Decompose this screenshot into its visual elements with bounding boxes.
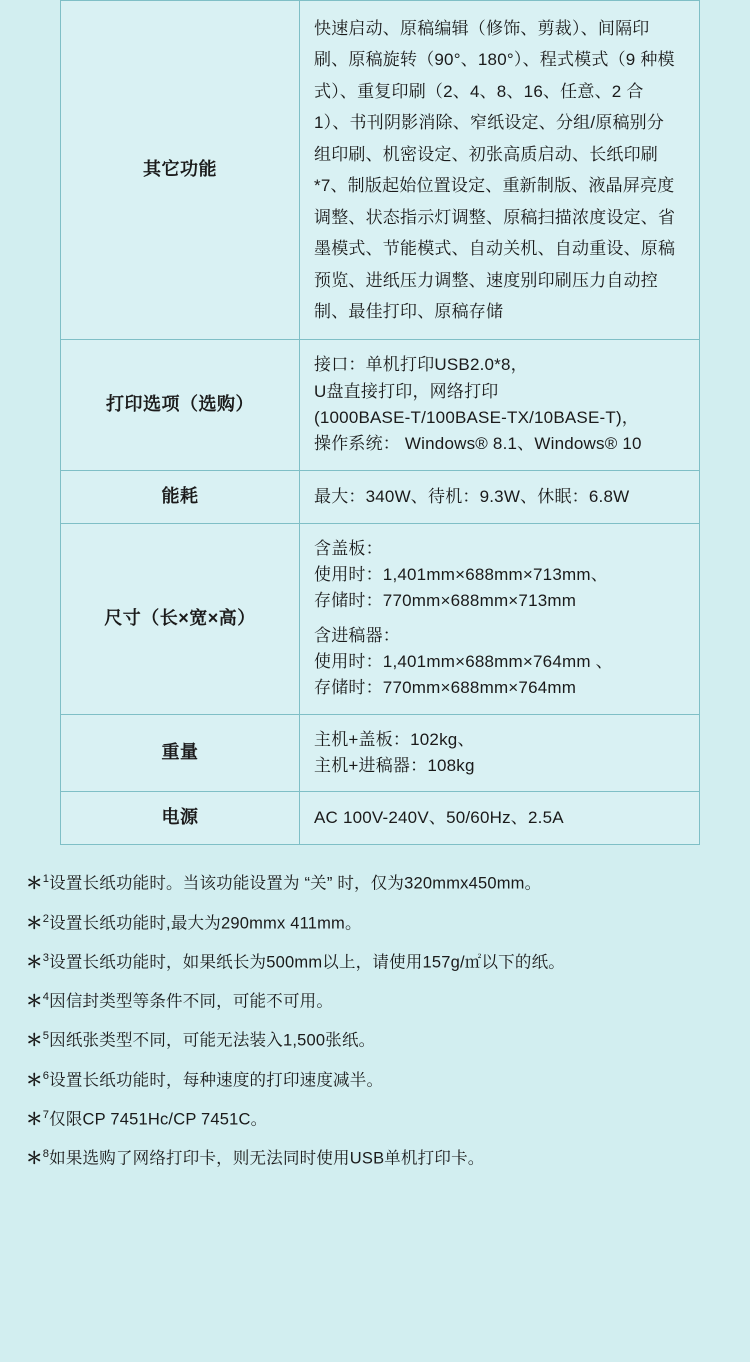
- footnote-6: [26, 1068, 726, 1093]
- footnote-marker-8: ＊: [26, 1149, 43, 1168]
- table-row-dimensions: [61, 523, 700, 714]
- row-label-other-functions: 其它功能: [61, 1, 300, 340]
- footnote-text-4: 因信封类型等条件不同，可能不可用。: [49, 992, 334, 1011]
- footnotes-list: [26, 871, 726, 1171]
- footnote-7: [26, 1107, 726, 1132]
- footnote-index-2: 2: [42, 912, 50, 925]
- row-value-weight: [300, 714, 700, 792]
- footnote-index-1: 1: [42, 873, 50, 886]
- footnote-8: [26, 1146, 726, 1171]
- footnote-1: [26, 871, 726, 896]
- print-options-line-1: 接口：单机打印USB2.0*8，: [314, 355, 528, 375]
- footnote-text-2: 设置长纸功能时,最大为290mmx 411mm。: [49, 914, 362, 933]
- print-options-line-3: (1000BASE-T/100BASE-TX/10BASE-T)，: [314, 408, 640, 428]
- weight-line-2: 主机+进稿器：108kg: [314, 756, 475, 776]
- footnote-text-8: 如果选购了网络打印卡，则无法同时使用USB单机打印卡。: [49, 1149, 485, 1168]
- row-value-print-options: [300, 340, 700, 470]
- footnote-2: [26, 911, 726, 936]
- row-value-other-functions: 快速启动、原稿编辑（修饰、剪裁）、间隔印刷、原稿旋转（90°、180°）、程式模式（9 种模式）、重复印刷（2、4、8、16、任意、2 合 1）、书刊阴影消除、窄纸设定、分组/原稿别分组印刷、机密设定、初张高质启动、长纸印刷 *7、制版起始位置设定、重新制版、液晶屏亮度调整、状态指示灯调整、原稿扫描浓度设定、省墨模式、节能模式、自动关机、自动重设、原稿预览、进纸压力调整、速度别印刷压力自动控制、最佳打印、原稿存储: [300, 1, 700, 340]
- row-label-print-options: 打印选项（选购）: [61, 340, 300, 470]
- dimensions-line-2: 使用时：1,401mm×688mm×713mm、: [314, 564, 608, 584]
- print-options-line-4: 操作系统： Windows® 8.1、Windows® 10: [314, 434, 642, 454]
- footnote-index-4: 4: [42, 991, 50, 1004]
- row-label-weight: 重量: [61, 714, 300, 792]
- row-value-power-consumption: [300, 470, 700, 523]
- row-value-power-supply: [300, 792, 700, 845]
- footnote-marker-7: ＊: [26, 1110, 43, 1129]
- table-row-weight: [61, 714, 700, 792]
- row-label-dimensions: 尺寸（长×宽×高）: [61, 523, 300, 714]
- footnote-3: [26, 950, 726, 975]
- dimensions-line-5: 使用时：1,401mm×688mm×764mm 、: [314, 652, 613, 672]
- dimensions-line-3: 存储时：770mm×688mm×713mm: [314, 591, 577, 611]
- footnote-marker-3: ＊: [26, 953, 43, 972]
- footnote-index-3: 3: [42, 951, 50, 964]
- power-supply-line-1: AC 100V-240V、50/60Hz、2.5A: [314, 808, 564, 828]
- dimensions-line-1: 含盖板：: [314, 538, 383, 558]
- footnote-index-7: 7: [42, 1108, 50, 1121]
- footnote-text-7: 仅限CP 7451Hc/CP 7451C。: [49, 1110, 268, 1129]
- footnote-marker-6: ＊: [26, 1071, 43, 1090]
- footnote-text-3: 设置长纸功能时，如果纸长为500mm以上，请使用157g/㎡以下的纸。: [49, 953, 565, 972]
- footnote-text-6: 设置长纸功能时，每种速度的打印速度减半。: [49, 1071, 384, 1090]
- footnote-marker-5: ＊: [26, 1031, 43, 1050]
- footnote-5: [26, 1028, 726, 1053]
- weight-line-1: 主机+盖板：102kg、: [314, 729, 475, 749]
- footnote-text-1: 设置长纸功能时。当该功能设置为 “关” 时，仅为320mmx450mm。: [49, 874, 542, 893]
- footnote-marker-4: ＊: [26, 992, 43, 1011]
- dimensions-line-4: 含进稿器：: [314, 625, 400, 645]
- footnote-text-5: 因纸张类型不同，可能无法装入1,500张纸。: [49, 1031, 376, 1050]
- footnote-marker-2: ＊: [26, 914, 43, 933]
- footnote-index-5: 5: [42, 1030, 50, 1043]
- table-row-power-supply: [61, 792, 700, 845]
- specifications-table: [60, 0, 700, 845]
- footnote-marker-1: ＊: [26, 874, 43, 893]
- footnote-index-6: 6: [42, 1069, 50, 1082]
- table-row-print-options: [61, 340, 700, 470]
- dimensions-line-6: 存储时：770mm×688mm×764mm: [314, 678, 577, 698]
- row-label-power-consumption: 能耗: [61, 470, 300, 523]
- footnote-index-8: 8: [42, 1148, 50, 1161]
- footnote-4: [26, 989, 726, 1014]
- table-row-other-functions: [61, 1, 700, 340]
- row-value-dimensions: [300, 523, 700, 714]
- print-options-line-2: U盘直接打印，网络打印: [314, 381, 499, 401]
- power-consumption-line-1: 最大：340W、待机：9.3W、休眠：6.8W: [314, 486, 630, 506]
- row-label-power-supply: 电源: [61, 792, 300, 845]
- table-row-power-consumption: [61, 470, 700, 523]
